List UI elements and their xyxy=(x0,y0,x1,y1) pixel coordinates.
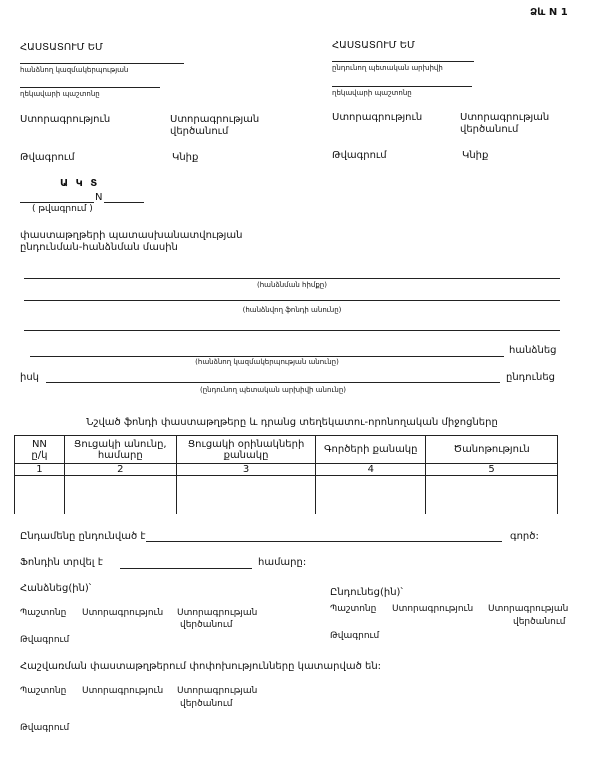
act-date-caption: ( թվագրում ) xyxy=(32,204,93,214)
fund-number-prefix: Ֆոնդին տրվել է xyxy=(20,557,103,568)
received-decoding-2: վերծանում xyxy=(513,617,566,627)
right-head-line xyxy=(332,86,472,87)
received-date: Թվագրում xyxy=(330,631,380,641)
table-number-cell: 1 xyxy=(15,464,65,476)
changes-date: Թվագրում xyxy=(20,723,70,733)
left-signature-decoding-2: վերծանում xyxy=(170,126,229,137)
header-list-name: Ցուցակի անունը, համարը xyxy=(64,436,176,464)
right-signature-decoding-1: Ստորագրության xyxy=(460,112,550,123)
act-number-sign: N xyxy=(95,192,103,203)
form-number: Ձև N 1 xyxy=(530,7,568,18)
accepted-prefix: Ընդամենը ընդունված է xyxy=(20,531,146,542)
table-number-cell: 5 xyxy=(426,464,558,476)
act-subject-line1: փաստաթղթերի պատասխանատվության xyxy=(20,230,243,241)
table-number-row xyxy=(15,464,558,476)
table-number-cell: 4 xyxy=(316,464,426,476)
basis-line xyxy=(24,278,560,279)
table-number-cell: 2 xyxy=(64,464,176,476)
left-head-caption: ղեկավարի պաշտոնը xyxy=(20,90,100,98)
right-org-caption: ընդունող պետական արխիվի xyxy=(332,64,443,72)
documents-table xyxy=(14,435,558,514)
changes-decoding-1: Ստորագրության xyxy=(177,686,258,696)
changes-signature: Ստորագրություն xyxy=(82,686,164,696)
received-position: Պաշտոնը xyxy=(330,604,377,614)
table-cell xyxy=(15,476,65,514)
left-seal-label: Կնիք xyxy=(172,152,199,163)
left-signature-decoding-1: Ստորագրության xyxy=(170,114,260,125)
left-approve-title: ՀԱՍՏԱՏՈՒՄ ԵՄ xyxy=(20,42,103,53)
accepted-suffix: գործ: xyxy=(510,531,539,542)
changes-decoding-2: վերծանում xyxy=(180,699,233,709)
table-number-cell: 3 xyxy=(176,464,316,476)
transferred-label: Հանձնեց(ին)՝ xyxy=(20,583,92,594)
receiver-suffix: ընդունեց xyxy=(506,372,555,383)
table-cell xyxy=(176,476,316,514)
header-copies: Ցուցակի օրինակների քանակը xyxy=(176,436,316,464)
table-header-row xyxy=(15,436,558,464)
fund-number-suffix: համարը: xyxy=(258,557,307,568)
right-head-caption: ղեկավարի պաշտոնը xyxy=(332,89,412,97)
changes-note: Հաշվառման փաստաթղթերում փոփոխությունները կատարված են: xyxy=(20,661,382,672)
table-cell xyxy=(316,476,426,514)
receiver-caption: (ընդունող պետական արխիվի անունը) xyxy=(199,386,347,394)
table-cell xyxy=(64,476,176,514)
header-files-count: Գործերի քանակը xyxy=(316,436,426,464)
transferor-line xyxy=(30,356,504,357)
left-head-line xyxy=(20,87,160,88)
act-date-line xyxy=(20,202,94,203)
transferred-position: Պաշտոնը xyxy=(20,608,67,618)
received-label: Ընդունեց(ին)՝ xyxy=(330,587,403,598)
transferred-decoding-2: վերծանում xyxy=(180,620,233,630)
transferred-decoding-1: Ստորագրության xyxy=(177,608,258,618)
left-date-label: Թվագրում xyxy=(20,152,75,163)
left-org-caption: հանձնող կազմակերպության xyxy=(20,66,129,74)
changes-position: Պաշտոնը xyxy=(20,686,67,696)
header-nn: NN ը/կ xyxy=(15,436,65,464)
right-org-line xyxy=(332,61,474,62)
fund-name-caption: (հանձնվող ֆոնդի անունը) xyxy=(242,306,342,314)
received-signature: Ստորագրություն xyxy=(392,604,474,614)
right-approve-title: ՀԱՍՏԱՏՈՒՄ ԵՄ xyxy=(332,40,415,51)
receiver-line xyxy=(46,382,500,383)
transferred-signature: Ստորագրություն xyxy=(82,608,164,618)
table-cell xyxy=(426,476,558,514)
transferor-suffix: հանձնեց xyxy=(509,345,557,356)
right-signature-label: Ստորագրություն xyxy=(332,112,423,123)
received-decoding-1: Ստորագրության xyxy=(488,604,569,614)
left-org-line xyxy=(20,63,184,64)
accepted-line xyxy=(146,541,502,542)
fund-name-line xyxy=(24,300,560,301)
table-row xyxy=(15,476,558,514)
act-number-line xyxy=(104,202,144,203)
act-title: Ա Կ Տ xyxy=(60,178,100,189)
left-signature-label: Ստորագրություն xyxy=(20,114,111,125)
act-subject-line2: ընդունման-հանձնման մասին xyxy=(20,242,178,253)
right-signature-decoding-2: վերծանում xyxy=(460,124,519,135)
receiver-prefix: իսկ xyxy=(20,372,40,383)
transferor-caption: (հանձնող կազմակերպության անունը) xyxy=(195,358,339,366)
table-title: Նշված ֆոնդի փաստաթղթերը և դրանց տեղեկատու-որոնողական միջոցները xyxy=(86,417,498,428)
fund-number-line xyxy=(120,568,252,569)
basis-caption: (հանձնման հիմքը) xyxy=(257,281,327,289)
right-seal-label: Կնիք xyxy=(462,150,489,161)
header-note: Ծանոթություն xyxy=(426,436,558,464)
right-date-label: Թվագրում xyxy=(332,150,387,161)
transferred-date: Թվագրում xyxy=(20,635,70,645)
fund-name-line-2 xyxy=(24,330,560,331)
